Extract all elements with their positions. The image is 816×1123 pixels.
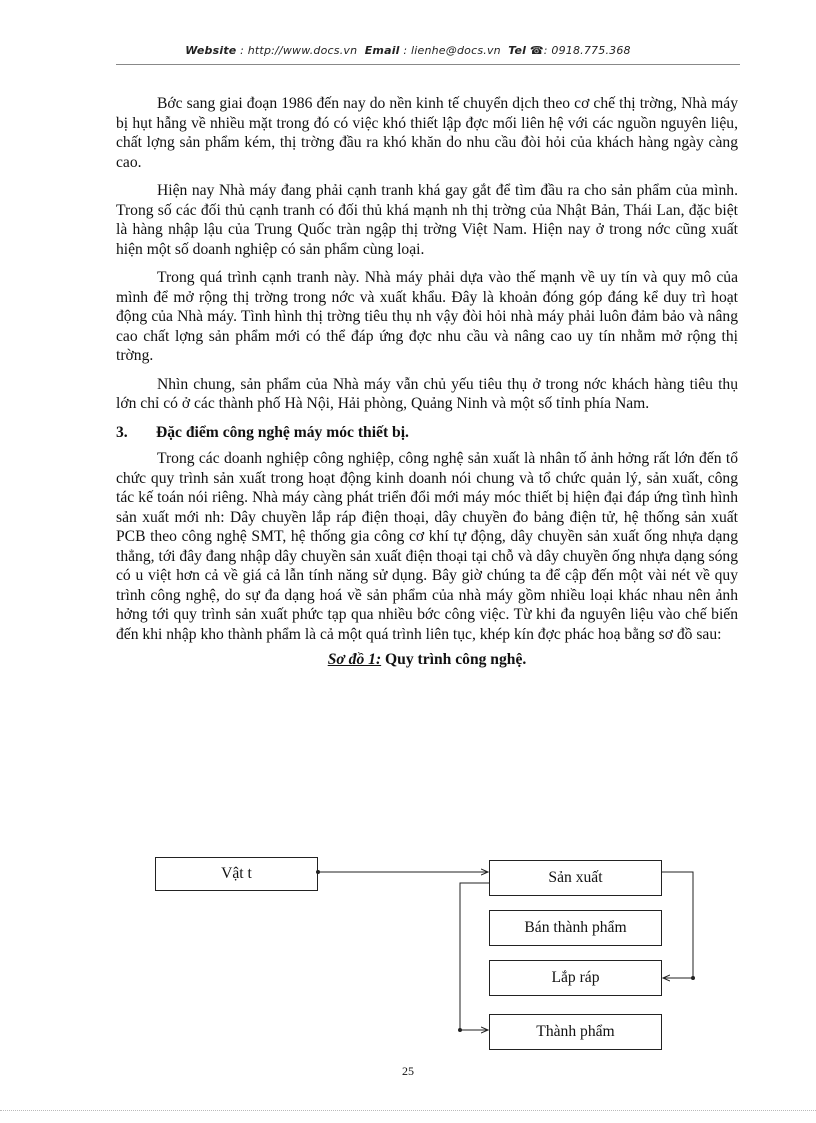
section-title: Đặc điểm công nghệ máy móc thiết bị. xyxy=(156,423,409,441)
email-label: Email xyxy=(364,44,400,57)
section-heading xyxy=(116,423,738,443)
page-header xyxy=(0,44,816,57)
box-vat-tu xyxy=(155,857,318,891)
diagram-caption xyxy=(116,650,738,670)
section-paragraph: Trong các doanh nghiệp công nghiệp, công nghệ sản xuất là nhân tố ảnh hởng rất lớn đến tổ chức quy trình sản xuất trong hoạt động kinh doanh nói chung và tổ chức quản lý, sản xuất, công tác kế toán nói riêng. Nhà máy càng phát triển đổi mới máy móc thiết bị hiện đại đáp ứng tình hình sản xuất mới nh: Dây chuyền lắp ráp điện thoại, dây chuyền đo bảng điện tử, hệ thống sản xuất PCB theo công nghệ SMT, hệ thống gia công cơ khí tự động, dây chuyền sản xuất ống nhựa dạng thẳng, tới đây đang nhập dây chuyền sản xuất điện thoại tại chỗ và dây chuyền ống nhựa dạng sóng có u việt hơn cả về giá cả lẫn tính năng sử dụng. Bây giờ chúng ta để cập đến một vài nét về quy trình công nghệ, do sự đa dạng hoá về sản phẩm của nhà máy gồm nhiều loại khác nhau nên ảnh hởng tới quy trình sản xuất phức tạp qua nhiều bớc công việc. Từ khi đa nguyên liệu vào chế biến đến khi nhập kho thành phẩm là cả một quá trình liên tục, khép kín đợc phác hoạ bằng sơ đồ sau: xyxy=(116,450,738,643)
dot-left-loop xyxy=(458,1028,462,1032)
website-label: Website xyxy=(185,44,237,57)
dot-right-loop xyxy=(691,976,695,980)
phone-icon: ☎ xyxy=(529,44,544,57)
caption-prefix: Sơ đồ 1: xyxy=(327,651,382,668)
page-number: 25 xyxy=(402,1064,414,1078)
box-san-xuat-label: Sản xuất xyxy=(548,869,603,886)
caption-title: Quy trình công nghệ. xyxy=(381,651,527,668)
tel-value: : 0918.775.368 xyxy=(543,44,631,57)
box-thanh-pham xyxy=(489,1014,662,1050)
website-value: : http://www.docs.vn xyxy=(240,44,358,57)
box-thanh-pham-label: Thành phẩm xyxy=(536,1023,615,1040)
paragraph-1: Bớc sang giai đoạn 1986 đến nay do nền kinh tế chuyển dịch theo cơ chế thị trờng, Nhà máy bị hụt hẫng về nhiều mặt trong đó có việc khó thiết lập đợc mối liên hệ với các nguồn nguyên liệu, chất lợng sản phẩm kém, thị trờng đầu ra khó khăn do nhu cầu đòi hỏi của khách hàng ngày càng cao. xyxy=(116,95,738,171)
tel-label: Tel xyxy=(508,44,527,57)
arrow-left-loop xyxy=(460,883,489,1030)
box-ban-thanh-pham-label: Bán thành phẩm xyxy=(524,919,627,936)
document-body xyxy=(116,94,738,670)
section-number: 3. xyxy=(116,423,128,441)
box-vat-tu-label: Vật t xyxy=(221,865,252,882)
box-san-xuat xyxy=(489,860,662,896)
box-ban-thanh-pham xyxy=(489,910,662,946)
box-lap-rap-label: Lắp ráp xyxy=(551,969,600,986)
header-rule xyxy=(116,64,740,65)
email-value: : lienhe@docs.vn xyxy=(403,44,501,57)
arrow-right-loop xyxy=(662,872,693,978)
bottom-rule xyxy=(0,1110,816,1111)
paragraph-4: Nhìn chung, sản phẩm của Nhà máy vẫn chủ yếu tiêu thụ ở trong nớc khách hàng tiêu thụ lớn chỉ có ở các thành phố Hà Nội, Hải phòng, Quảng Ninh và một số tỉnh phía Nam. xyxy=(116,375,738,412)
paragraph-3: Trong quá trình cạnh tranh này. Nhà máy phải dựa vào thế mạnh về uy tín và quy mô của mình để mở rộng thị trờng trong nớc và xuất khẩu. Đây là khoản đóng góp đáng kể duy trì hoạt động của Nhà máy. Tình hình thị trờng tiêu thụ nh vậy đòi hỏi nhà máy phải luôn đảm bảo và nâng cao chất lợng sản phẩm mới có thể đáp ứng đợc nhu cầu và nâng cao uy tín nhằm mở rộng thị trờng. xyxy=(116,269,738,364)
paragraph-2: Hiện nay Nhà máy đang phải cạnh tranh khá gay gắt để tìm đầu ra cho sản phẩm của mình. Trong số các đối thủ cạnh tranh có đối thủ khá mạnh nh thị trờng của Nhật Bản, Thái Lan, đặc biệt là hàng nhập lậu của Trung Quốc tràn ngập thị trờng Việt Nam. Hiện nay ở trong nớc cũng xuất hiện một số doanh nghiệp có sản phẩm cùng loại. xyxy=(116,182,738,258)
box-lap-rap xyxy=(489,960,662,996)
